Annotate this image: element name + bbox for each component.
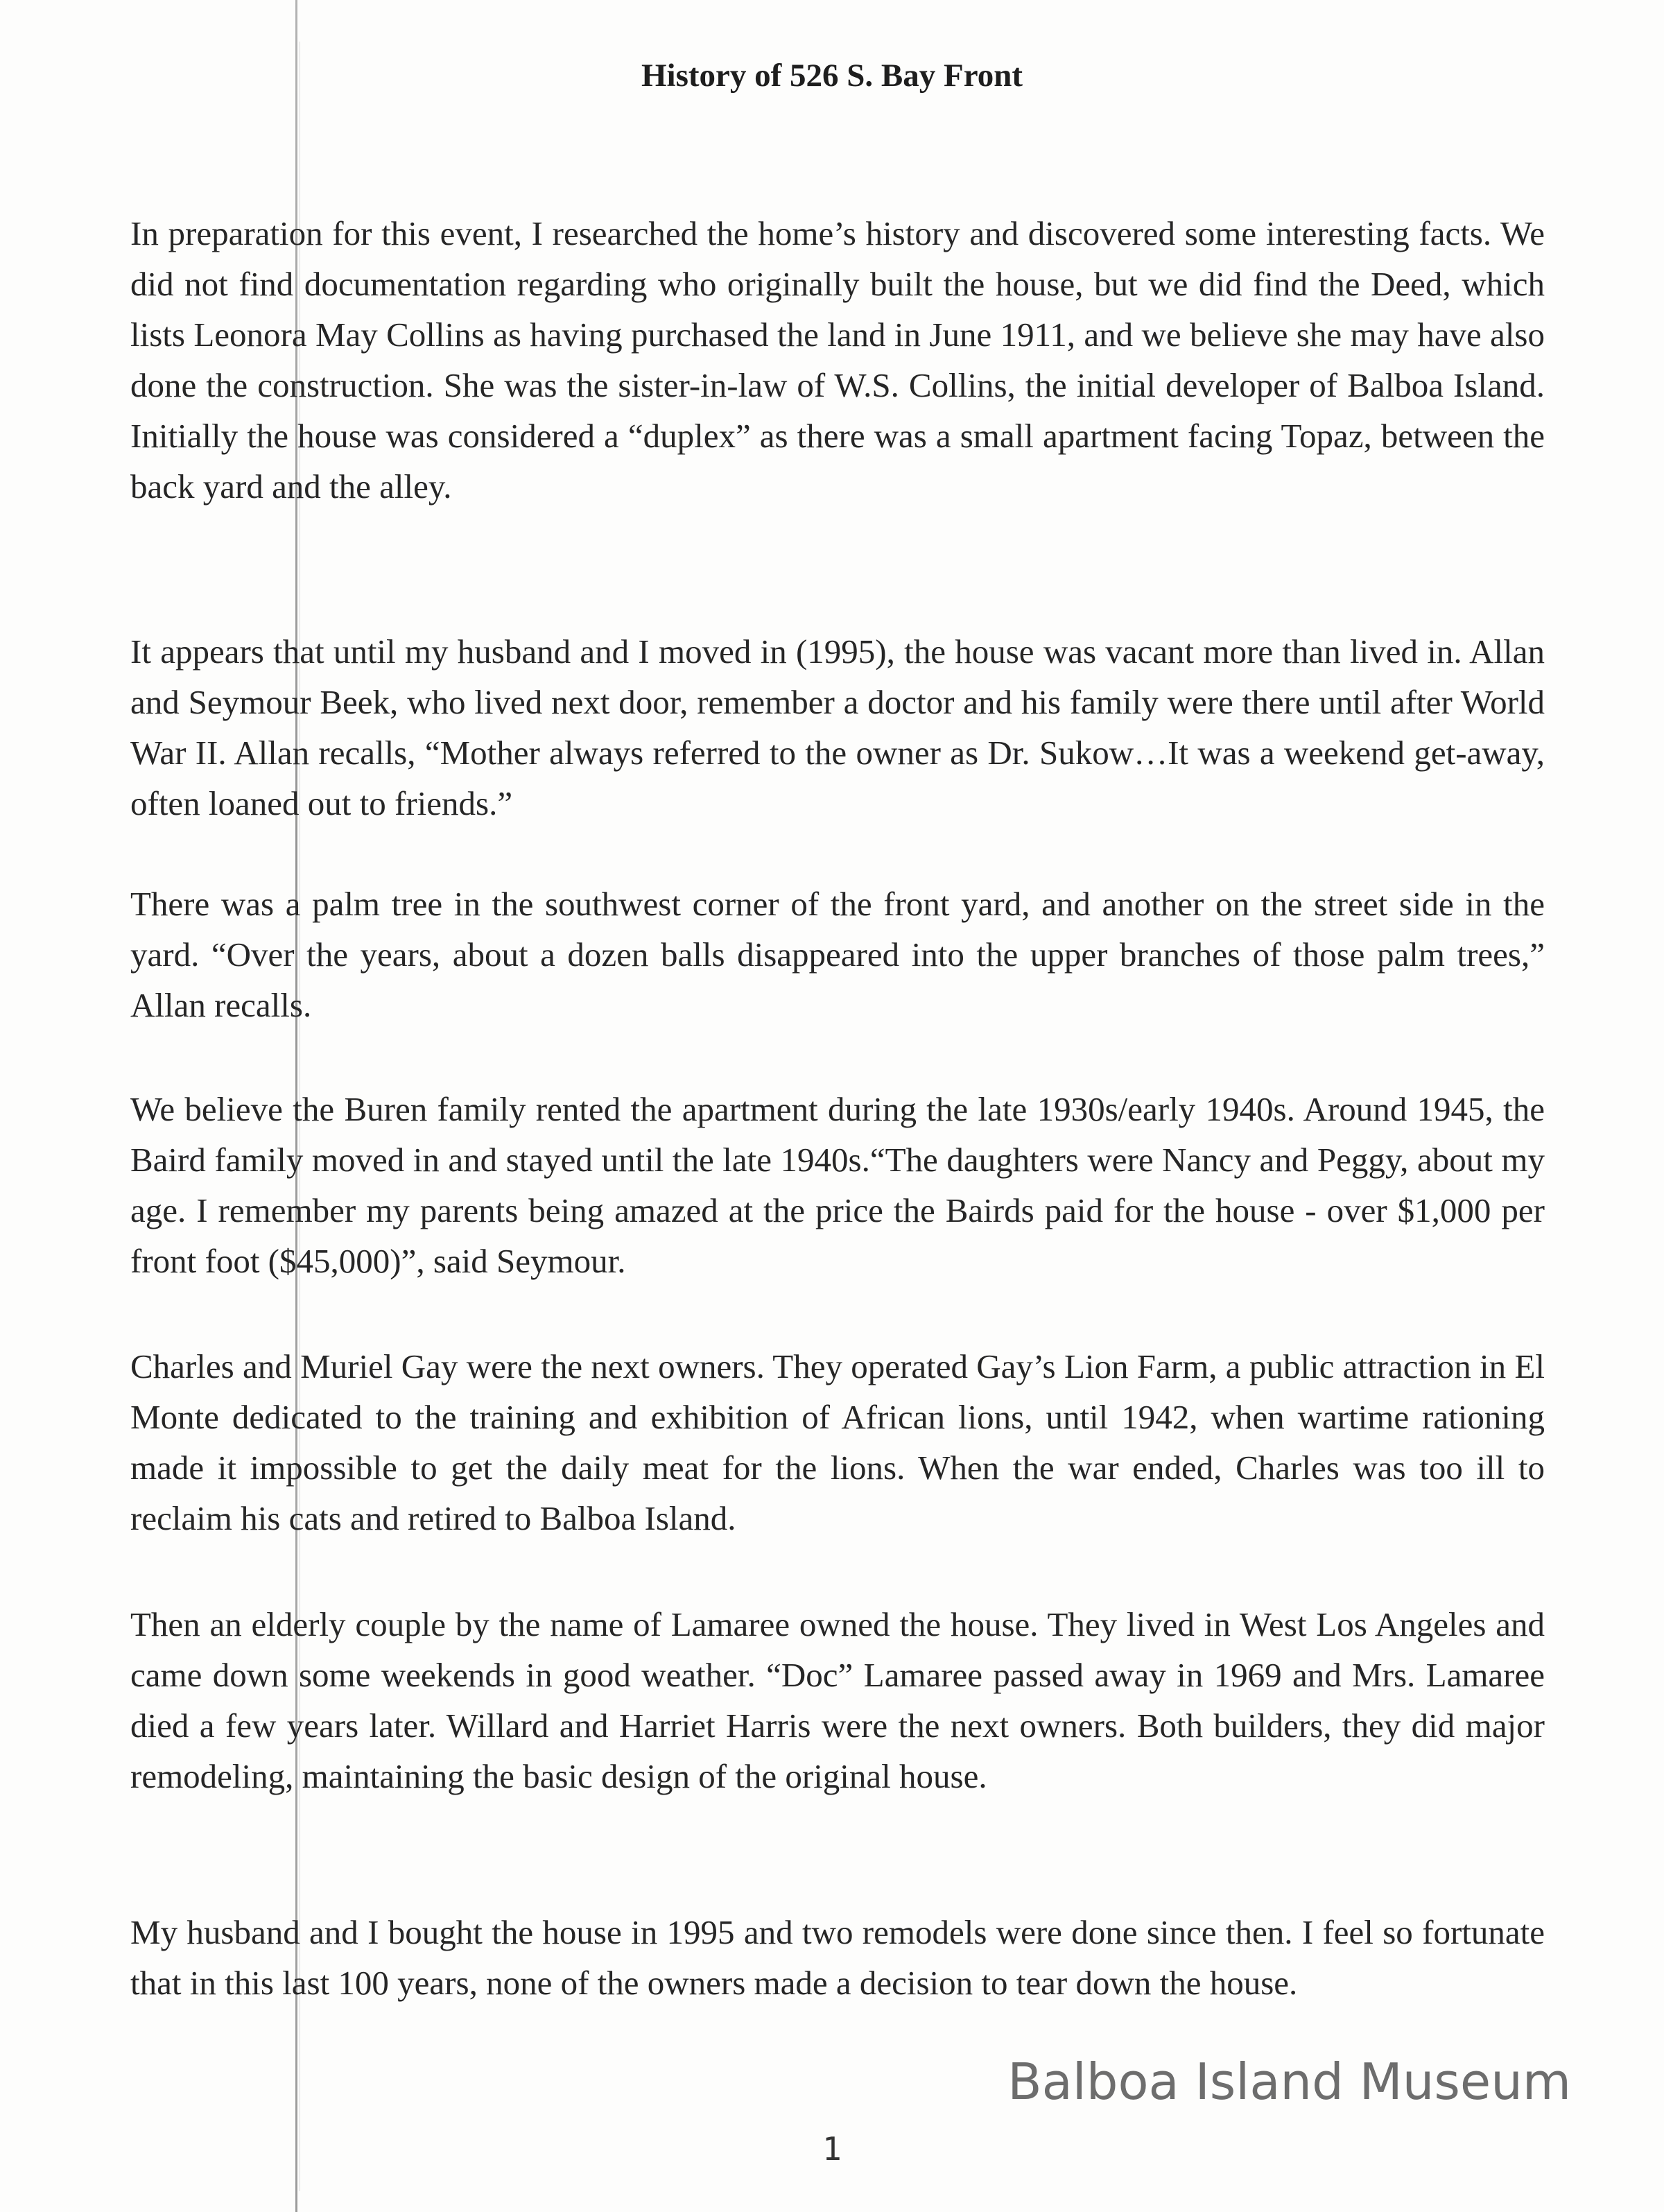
paragraph-buren-baird: We believe the Buren family rented the apartment during the late 1930s/early 1940s. Around 1945, the Baird family moved in and stayed until the late 1940s.“The daughters were Nancy and Peggy, about my age. I remember my parents being amazed at the price the Bairds paid for the house - over $1,000 per front foot ($45,000)”, said Seymour. — [130, 1090, 1545, 1280]
paragraph-lamaree-harris: Then an elderly couple by the name of Lamaree owned the house. They lived in West Los Angeles and came down some weekends in good weather. “Doc” Lamaree passed away in 1969 and Mrs. Lamaree died a few years later. Willard and Harriet Harris were the next owners. Both builders, they did major remodeling, maintaining the basic design of the original house. — [130, 1605, 1545, 1795]
museum-watermark: Balboa Island Museum — [1007, 2053, 1571, 2111]
page-number: 1 — [822, 2130, 842, 2168]
document-title: History of 526 S. Bay Front — [641, 58, 1023, 94]
paragraph-palm-trees: There was a palm tree in the southwest corner of the front yard, and another on the street side in the yard. “Over the years, about a dozen balls disappeared into the upper branches of those palm trees,” Allan recalls. — [130, 885, 1545, 1024]
paragraph-deed-history: In preparation for this event, I researched the home’s history and discovered some interesting facts. We did not find documentation regarding who originally built the house, but we did find the Deed, which lists Leonora May Collins as having purchased the land in June 1911, and we believe she may have also done the construction. She was the sister-in-law of W.S. Collins, the initial developer of Balboa Island. Initially the house was considered a “duplex” as there was a small apartment facing Topaz, between the back yard and the alley. — [130, 214, 1545, 506]
paragraph-vacant-years: It appears that until my husband and I moved in (1995), the house was vacant more than lived in. Allan and Seymour Beek, who lived next door, remember a doctor and his family were there until after World War II. Allan recalls, “Mother always referred to the owner as Dr. Sukow…It was a weekend get-away, often loaned out to friends.” — [130, 632, 1545, 822]
paragraph-gay-lion-farm: Charles and Muriel Gay were the next owners. They operated Gay’s Lion Farm, a public attraction in El Monte dedicated to the training and exhibition of African lions, until 1942, when wartime rationing made it impossible to get the daily meat for the lions. When the war ended, Charles was too ill to reclaim his cats and retired to Balboa Island. — [130, 1347, 1545, 1537]
paragraph-current-owners: My husband and I bought the house in 1995 and two remodels were done since then. I feel so fortunate that in this last 100 years, none of the owners made a decision to tear down the house. — [130, 1913, 1545, 2002]
